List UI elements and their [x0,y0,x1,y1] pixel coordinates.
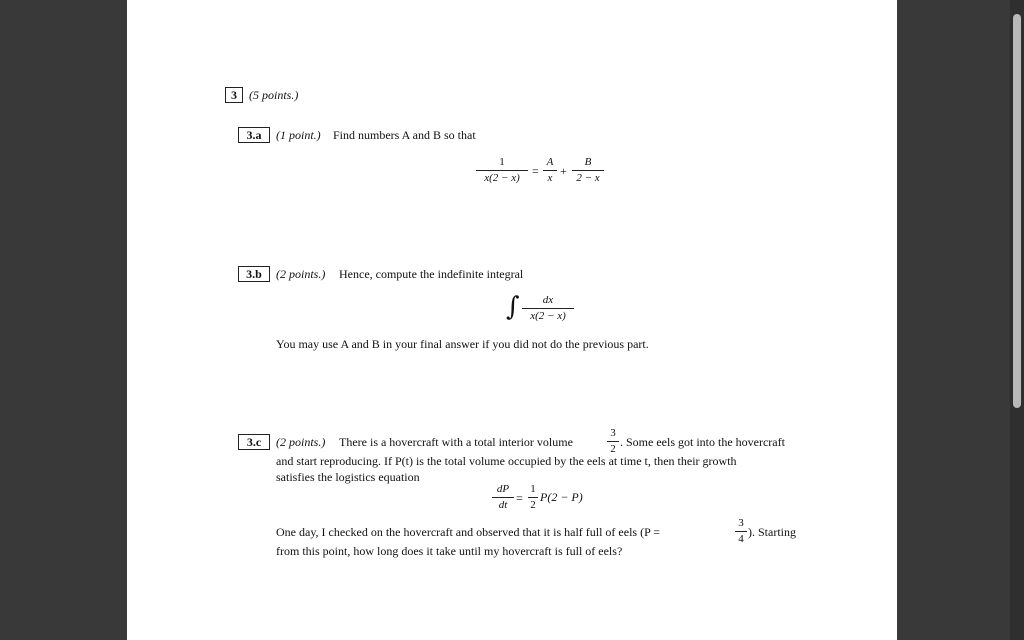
part-c-points: (2 points.) [276,435,326,449]
fraction-bar [476,170,528,171]
part-c-line1-a: There is a hovercraft with a total interior volume [339,435,573,449]
half-full-denominator: 4 [738,533,744,545]
part-a-label: 3.a [238,127,270,143]
fraction-bar [492,497,514,498]
eq-a-term2-fraction [572,156,604,185]
fraction-bar [572,170,604,171]
part-c-line4-a: One day, I checked on the hovercraft and observed that it is half full of eels (P = [276,525,661,539]
fraction-bar [607,441,619,442]
ode-coefficient-denominator: 2 [530,499,536,511]
part-c-line4-b: ). Starting [748,525,796,539]
ode-rhs: P(2 − P) [540,490,583,504]
fraction-bar [528,497,538,498]
part-a-points: (1 point.) [276,128,321,142]
half-full-numerator: 3 [738,517,744,529]
viewer-background-left [0,0,127,640]
problem-points: (5 points.) [249,88,299,102]
fraction-bar [543,170,557,171]
integral-sign: ∫ [506,292,520,322]
volume-numerator: 3 [610,427,616,439]
part-c-line5: from this point, how long does it take until my hovercraft is full of eels? [276,544,623,558]
ode-lhs-fraction [492,483,514,512]
half-full-fraction [735,517,747,546]
integrand-fraction [522,294,574,323]
part-c-line2: and start reproducing. If P(t) is the total volume occupied by the eels at time t, then their growth [276,454,737,468]
eq-a-term1-numerator: A [546,156,554,168]
ode-equals: = [516,491,523,505]
part-b-text: Hence, compute the indefinite integral [339,267,524,281]
fraction-bar [522,308,574,309]
integrand-numerator: dx [542,294,554,306]
part-b-points: (2 points.) [276,267,326,281]
ode-lhs-numerator: dP [496,483,510,495]
eq-a-term1-fraction [543,156,557,185]
fraction-bar [735,531,747,532]
eq-a-lhs-denominator: x(2 − x) [484,172,520,184]
problem-number-box: 3 [225,87,243,103]
scrollbar-thumb[interactable] [1013,14,1021,408]
eq-a-term2-denominator: 2 − x [576,172,600,184]
volume-fraction [607,427,619,456]
part-b-label: 3.b [238,266,270,282]
eq-a-lhs-numerator: 1 [499,156,505,168]
viewer-background-right [897,0,1024,640]
part-b-note: You may use A and B in your final answer if you did not do the previous part. [276,337,649,351]
integrand-denominator: x(2 − x) [530,310,566,322]
eq-a-equals: = [532,164,539,178]
part-c-line1-b: . Some eels got into the hovercraft [620,435,785,449]
ode-lhs-denominator: dt [498,499,508,511]
eq-a-lhs-fraction [476,156,528,185]
eq-a-term2-numerator: B [584,156,592,168]
ode-coefficient-numerator: 1 [530,483,536,495]
part-c-label: 3.c [238,434,270,450]
eq-a-term1-denominator: x [547,172,553,184]
part-c-line3: satisfies the logistics equation [276,470,420,484]
part-a-text: Find numbers A and B so that [333,128,476,142]
eq-a-plus: + [560,164,567,178]
volume-denominator: 2 [610,443,616,455]
ode-coefficient-fraction [528,483,538,512]
